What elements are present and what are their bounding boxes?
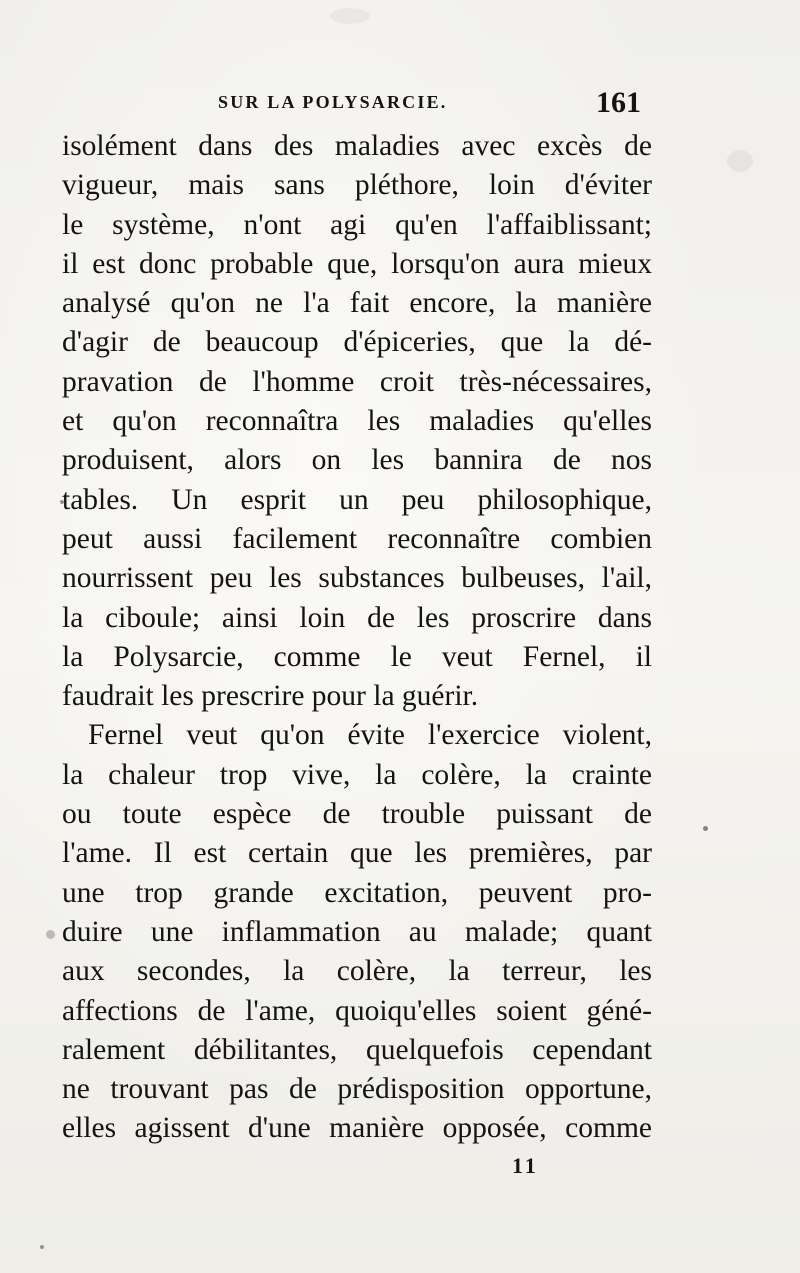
ink-speck — [40, 1245, 44, 1249]
text-line: nourrissent peu les substances bulbeuses, l'ail, — [62, 562, 652, 595]
text-line: ou toute espèce de trouble puissant de — [62, 798, 652, 831]
running-title: SUR LA POLYSARCIE. — [218, 92, 448, 112]
text-line: la chaleur trop vive, la colère, la crainte — [62, 758, 652, 791]
text-line: le système, n'ont agi qu'en l'affaiblissant; — [62, 208, 652, 241]
text-line: il est donc probable que, lorsqu'on aura mieux — [62, 247, 652, 280]
text-line: et qu'on reconnaîtra les maladies qu'elles — [62, 405, 652, 438]
paragraph-start-line: Fernel veut qu'on évite l'exercice violent, — [88, 719, 652, 752]
text-line: pravation de l'homme croit très-nécessaires, — [62, 365, 652, 398]
text-line: d'agir de beaucoup d'épiceries, que la dé- — [62, 326, 652, 359]
text-line: produisent, alors on les bannira de nos — [62, 444, 652, 477]
text-line: isolément dans des maladies avec excès de — [62, 130, 652, 162]
text-line: la Polysarcie, comme le veut Fernel, il — [62, 640, 652, 673]
page-number: 161 — [596, 86, 641, 119]
text-line: ne trouvant pas de prédisposition opportune, — [62, 1073, 652, 1106]
text-line: affections de l'ame, quoiqu'elles soient géné- — [62, 994, 652, 1027]
body-text — [62, 127, 652, 1149]
ink-speck — [727, 150, 753, 172]
text-line: duire une inflammation au malade; quant — [62, 915, 652, 948]
text-line: faudrait les prescrire pour la guérir. — [62, 680, 479, 713]
text-line: ralement débilitantes, quelquefois cependant — [62, 1033, 652, 1066]
ink-speck — [330, 8, 370, 24]
text-line: analysé qu'on ne l'a fait encore, la manière — [62, 287, 652, 320]
text-line: la ciboule; ainsi loin de les proscrire dans — [62, 601, 652, 634]
text-line: une trop grande excitation, peuvent pro- — [62, 876, 652, 909]
text-line: vigueur, mais sans pléthore, loin d'éviter — [62, 169, 652, 202]
text-line: tables. Un esprit un peu philosophique, — [62, 483, 652, 516]
page-header — [0, 86, 800, 120]
text-line: elles agissent d'une manière opposée, comme — [62, 1112, 652, 1145]
text-line: aux secondes, la colère, la terreur, les — [62, 955, 652, 988]
signature-mark: 11 — [512, 1153, 539, 1178]
ink-speck — [703, 826, 708, 831]
text-line: l'ame. Il est certain que les premières, par — [62, 837, 652, 870]
ink-speck — [46, 930, 55, 939]
text-line: peut aussi facilement reconnaître combien — [62, 522, 652, 555]
